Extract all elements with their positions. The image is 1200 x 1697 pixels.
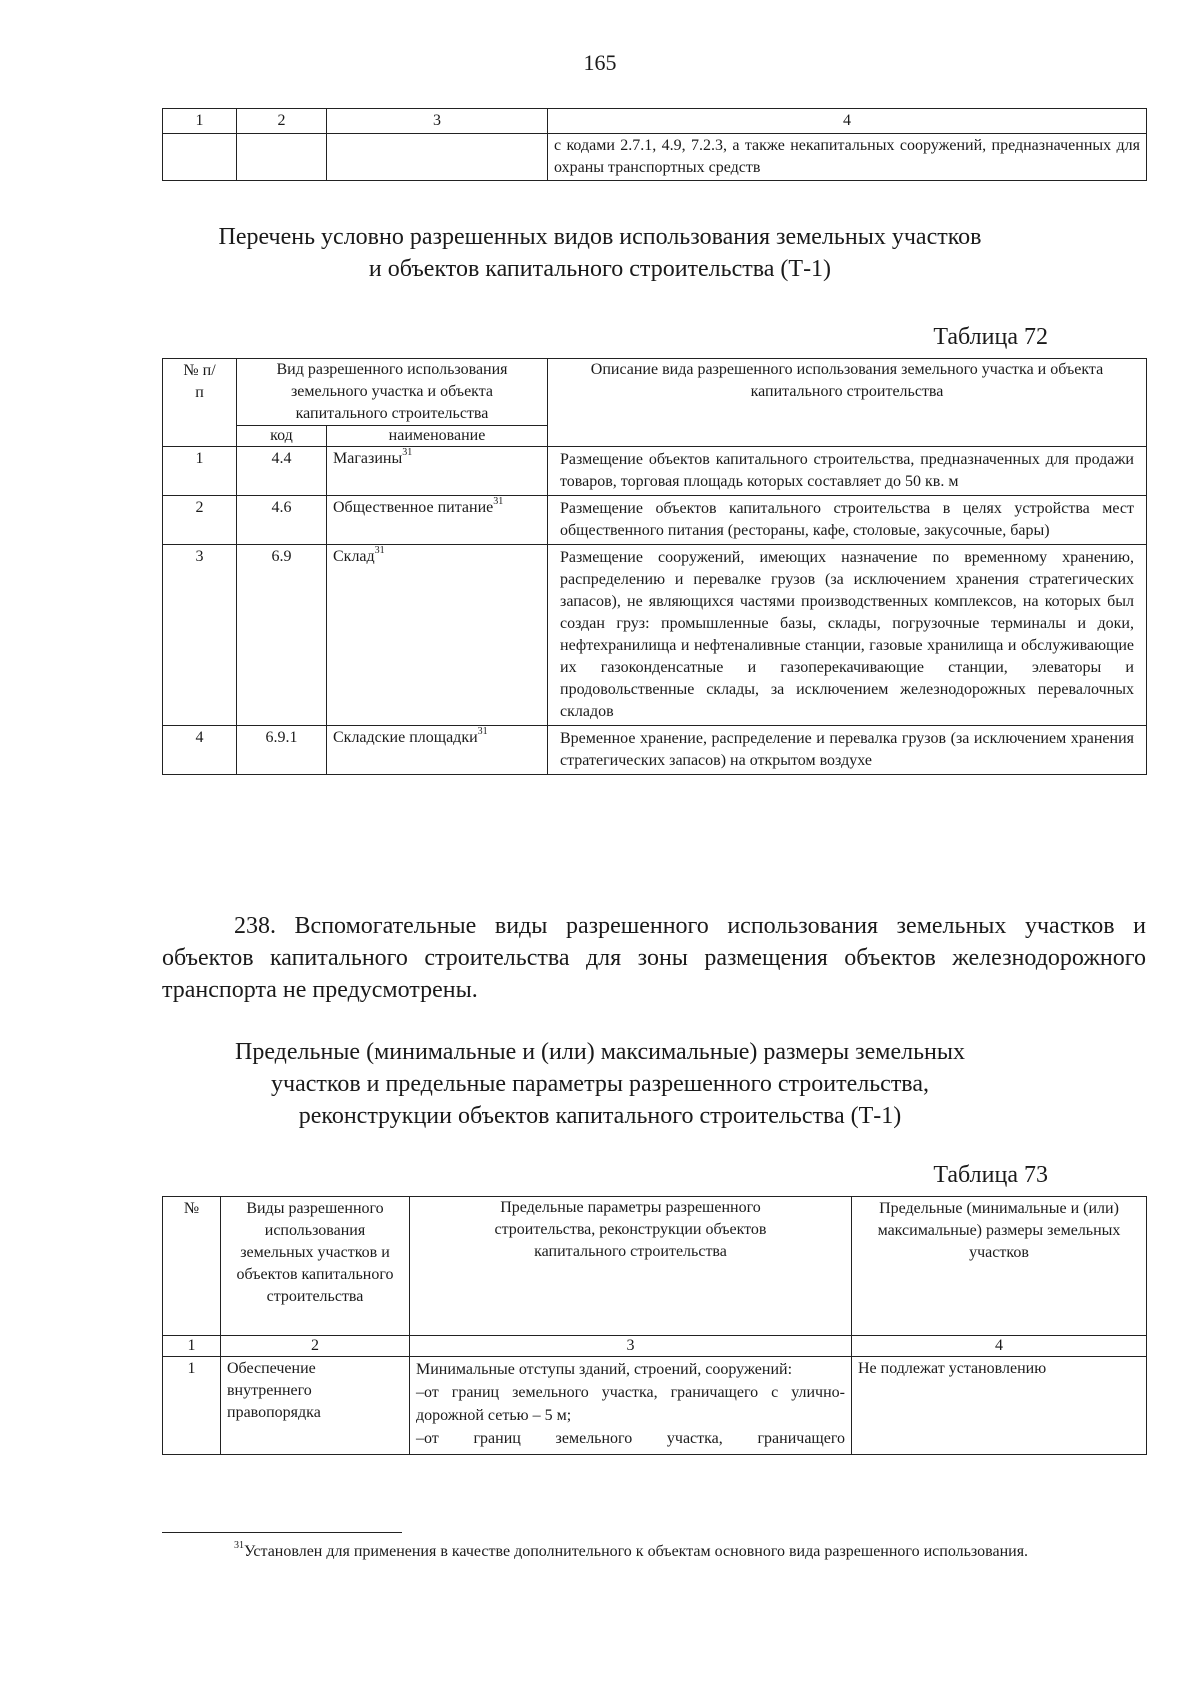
header-number: № <box>163 1197 221 1336</box>
section-heading-2 <box>150 1036 1050 1132</box>
table-72-label: Таблица 72 <box>933 324 1048 350</box>
heading-line: участков и предельные параметры разрешенного строительства, <box>271 1071 929 1097</box>
col-number-cell: 1 <box>163 1336 221 1357</box>
row-code: 4.6 <box>237 496 327 545</box>
row-code: 6.9 <box>237 545 327 726</box>
parameters-intro: Минимальные отступы зданий, строений, сооружений: <box>416 1361 793 1378</box>
col-number-cell: 1 <box>163 109 237 134</box>
empty-cell <box>163 134 237 181</box>
row-use-kind: Обеспечение внутреннего правопорядка <box>221 1357 410 1455</box>
empty-cell <box>327 134 548 181</box>
row-number: 4 <box>163 726 237 775</box>
row-number: 2 <box>163 496 237 545</box>
row-name-text: Складские площадки <box>333 729 478 746</box>
col-number-cell: 4 <box>852 1336 1147 1357</box>
table-header-row <box>163 359 1147 426</box>
footnote-mark: 31 <box>234 1539 244 1551</box>
table-row <box>163 1357 1147 1455</box>
section-heading-1 <box>150 221 1050 285</box>
header-use-kind: Виды разрешенного использования земельных участков и объектов капитального строительства <box>221 1197 410 1336</box>
row-name-text: Магазины <box>333 450 403 467</box>
row-number: 3 <box>163 545 237 726</box>
empty-cell <box>237 134 327 181</box>
page-number: 165 <box>583 50 617 75</box>
heading-line: и объектов капитального строительства (Т-1) <box>368 256 832 282</box>
row-name <box>327 447 548 496</box>
heading-line: реконструкции объектов капитального строительства (Т-1) <box>298 1103 902 1129</box>
heading-line: Перечень условно разрешенных видов использования земельных участков <box>218 224 982 250</box>
row-name <box>327 496 548 545</box>
table-row <box>163 109 1147 134</box>
header-description: Описание вида разрешенного использования земельного участка и объекта капитального строительства <box>548 359 1147 447</box>
footnote-ref: 31 <box>493 495 504 507</box>
row-description: Размещение объектов капитального строительства, предназначенных для продажи товаров, торговая площадь которых составляет до 50 кв. м <box>548 447 1147 496</box>
footnote-divider <box>162 1532 402 1533</box>
header-parameters: Предельные параметры разрешенного строительства, реконструкции объектов капитального строительства <box>410 1197 852 1336</box>
col-number-cell: 2 <box>237 109 327 134</box>
table-73-label: Таблица 73 <box>933 1162 1048 1188</box>
row-number: 1 <box>163 1357 221 1455</box>
parameters-item: –от границ земельного участка, граничащего с улично-дорожной сетью – 5 м; <box>416 1384 845 1424</box>
heading-line: Предельные (минимальные и (или) максимальные) размеры земельных <box>235 1039 965 1065</box>
paragraph-238: 238. Вспомогательные виды разрешенного использования земельных участков и объектов капитального строительства для зоны размещения объектов железнодорожного транспорта не предусмотрены. <box>162 913 1146 1003</box>
table-row <box>163 447 1147 496</box>
row-description: Временное хранение, распределение и перевалка грузов (за исключением хранения стратегических запасов) на открытом воздухе <box>548 726 1147 775</box>
row-description: Размещение объектов капитального строительства в целях устройства мест общественного питания (рестораны, кафе, столовые, закусочные, бары) <box>548 496 1147 545</box>
table-row <box>163 496 1147 545</box>
footnote-text: Установлен для применения в качестве дополнительного к объектам основного вида разрешенного использования. <box>244 1543 1029 1560</box>
header-name: наименование <box>327 426 548 447</box>
row-name-text: Склад <box>333 548 375 565</box>
continuation-table <box>162 108 1147 181</box>
col-number-cell: 3 <box>410 1336 852 1357</box>
table-header-row <box>163 1197 1147 1336</box>
continuation-text: с кодами 2.7.1, 4.9, 7.2.3, а также некапитальных сооружений, предназначенных для охраны транспортных средств <box>548 134 1147 181</box>
col-number-cell: 4 <box>548 109 1147 134</box>
header-number: № п/п <box>163 359 237 447</box>
parameters-item: –от границ земельного участка, граничащего <box>416 1430 845 1447</box>
table-72 <box>162 358 1147 775</box>
header-use-kind: Вид разрешенного использования земельного участка и объекта капитального строительства <box>237 359 548 426</box>
row-name <box>327 726 548 775</box>
row-parameters <box>410 1357 852 1455</box>
row-description: Размещение сооружений, имеющих назначение по временному хранению, распределению и перевалке грузов (за исключением хранения стратегических запасов), не являющихся частями производственных комплексов, на которых был создан груз: промышленные базы, склады, погрузочные терминалы и доки, нефтехранилища и нефтеналивные станции, газовые хранилища и обслуживающие их газоконденсатные и газоперекачивающие станции, элеваторы и продовольственные склады, за исключением железнодорожных перевалочных складов <box>548 545 1147 726</box>
header-plot-sizes: Предельные (минимальные и (или) максимальные) размеры земельных участков <box>852 1197 1147 1336</box>
col-number-cell: 2 <box>221 1336 410 1357</box>
footnote-ref: 31 <box>374 544 385 556</box>
row-code: 4.4 <box>237 447 327 496</box>
row-plot-sizes: Не подлежат установлению <box>852 1357 1147 1455</box>
row-name <box>327 545 548 726</box>
footnote-ref: 31 <box>402 446 413 458</box>
col-number-cell: 3 <box>327 109 548 134</box>
row-name-text: Общественное питание <box>333 499 494 516</box>
row-code: 6.9.1 <box>237 726 327 775</box>
table-row <box>163 545 1147 726</box>
table-row <box>163 134 1147 181</box>
table-row <box>163 726 1147 775</box>
row-number: 1 <box>163 447 237 496</box>
header-code: код <box>237 426 327 447</box>
table-row <box>163 1336 1147 1357</box>
footnote <box>162 1540 1146 1564</box>
table-73 <box>162 1196 1147 1455</box>
footnote-ref: 31 <box>477 725 488 737</box>
